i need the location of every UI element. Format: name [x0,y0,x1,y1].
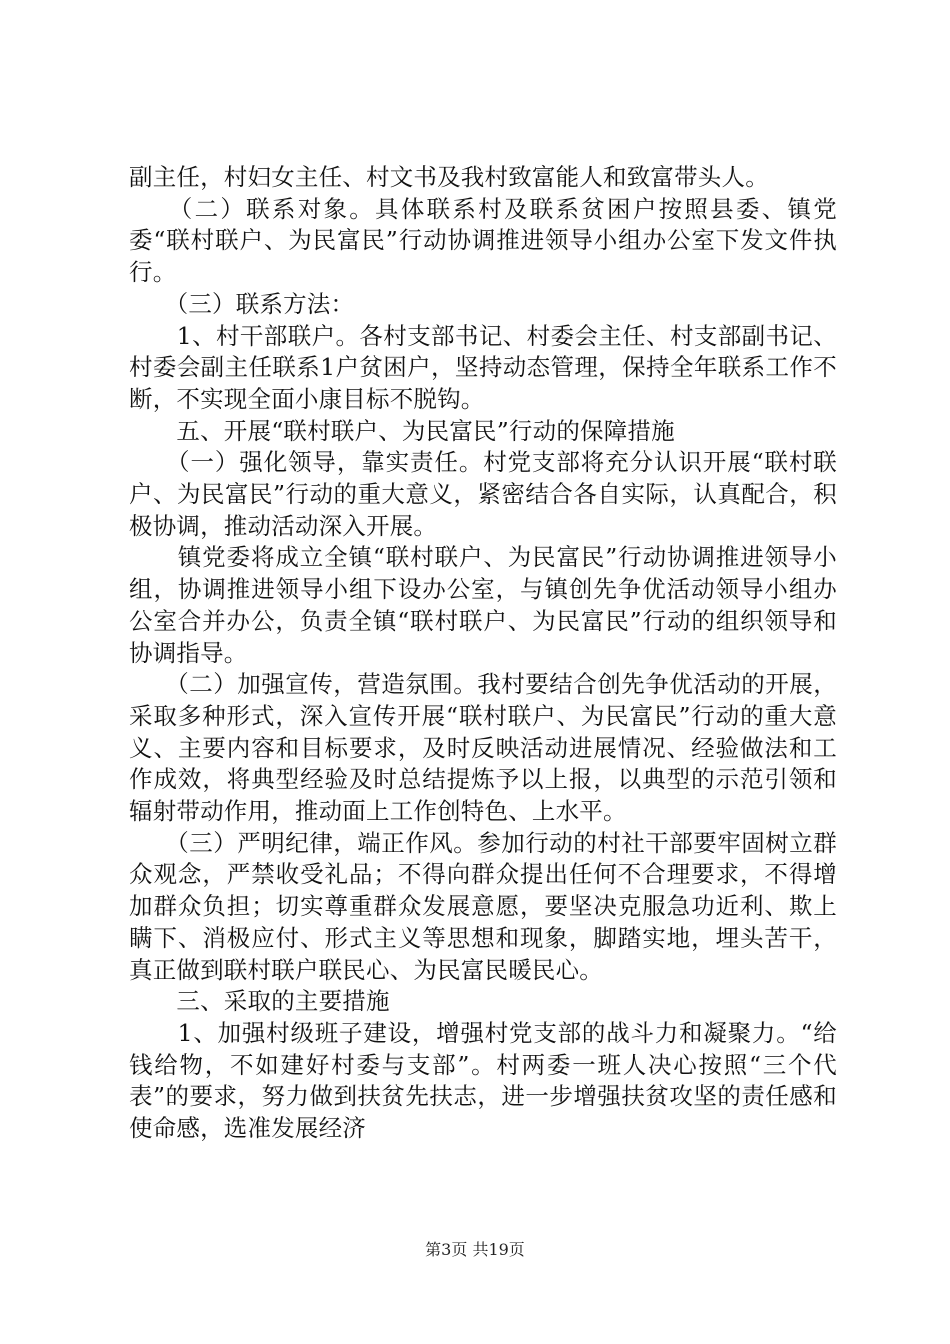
paragraph-6: （一）强化领导，靠实责任。村党支部将充分认识开展“联村联户、为民富民”行动的重大意义，紧密结合各自实际，认真配合，积极协调，推动活动深入开展。 [129,448,837,540]
page-number-footer: 第3页 共19页 [425,1240,525,1259]
paragraph-4: 1、村干部联户。各村支部书记、村委会主任、村支部副书记、村委会副主任联系1户贫困户，坚持动态管理，保持全年联系工作不断，不实现全面小康目标不脱钩。 [129,321,837,413]
section-heading-5: 五、开展“联村联户、为民富民”行动的保障措施 [129,416,675,445]
document-body [129,162,837,1145]
paragraph-8: （二）加强宣传，营造氛围。我村要结合创先争优活动的开展，采取多种形式，深入宣传开展“联村联户、为民富民”行动的重大意义、主要内容和目标要求，及时反映活动进展情况、经验做法和工作成效，将典型经验及时总结提炼予以上报，以典型的示范引领和辐射带动作用，推动面上工作创特色、上水平。 [129,670,837,826]
paragraph-1: 副主任，村妇女主任、村文书及我村致富能人和致富带头人。 [129,163,769,191]
paragraph-3: （三）联系方法： [129,289,355,318]
paragraph-7: 镇党委将成立全镇“联村联户、为民富民”行动协调推进领导小组，协调推进领导小组下设办公室，与镇创先争优活动领导小组办公室合并办公，负责全镇“联村联户、为民富民”行动的组织领导和协调指导。 [129,543,837,667]
paragraph-2: （二）联系对象。具体联系村及联系贫困户按照县委、镇党委“联村联户、为民富民”行动协调推进领导小组办公室下发文件执行。 [129,194,837,287]
paragraph-9: （三）严明纪律，端正作风。参加行动的村社干部要牢固树立群众观念，严禁收受礼品；不得向群众提出任何不合理要求，不得增加群众负担；切实尊重群众发展意愿，要坚决克服急功近利、欺上瞒下、消极应付、形式主义等思想和现象，脚踏实地，埋头苦干，真正做到联村联户联民心、为民富民暖民心。 [129,828,837,984]
section-heading-3: 三、采取的主要措施 [129,987,390,1016]
paragraph-11: 1、加强村级班子建设，增强村党支部的战斗力和凝聚力。“给钱给物，不如建好村委与支部”。村两委一班人决心按照“三个代表”的要求，努力做到扶贫先扶志，进一步增强扶贫攻坚的责任感和使命感，选准发展经济 [129,1018,837,1143]
